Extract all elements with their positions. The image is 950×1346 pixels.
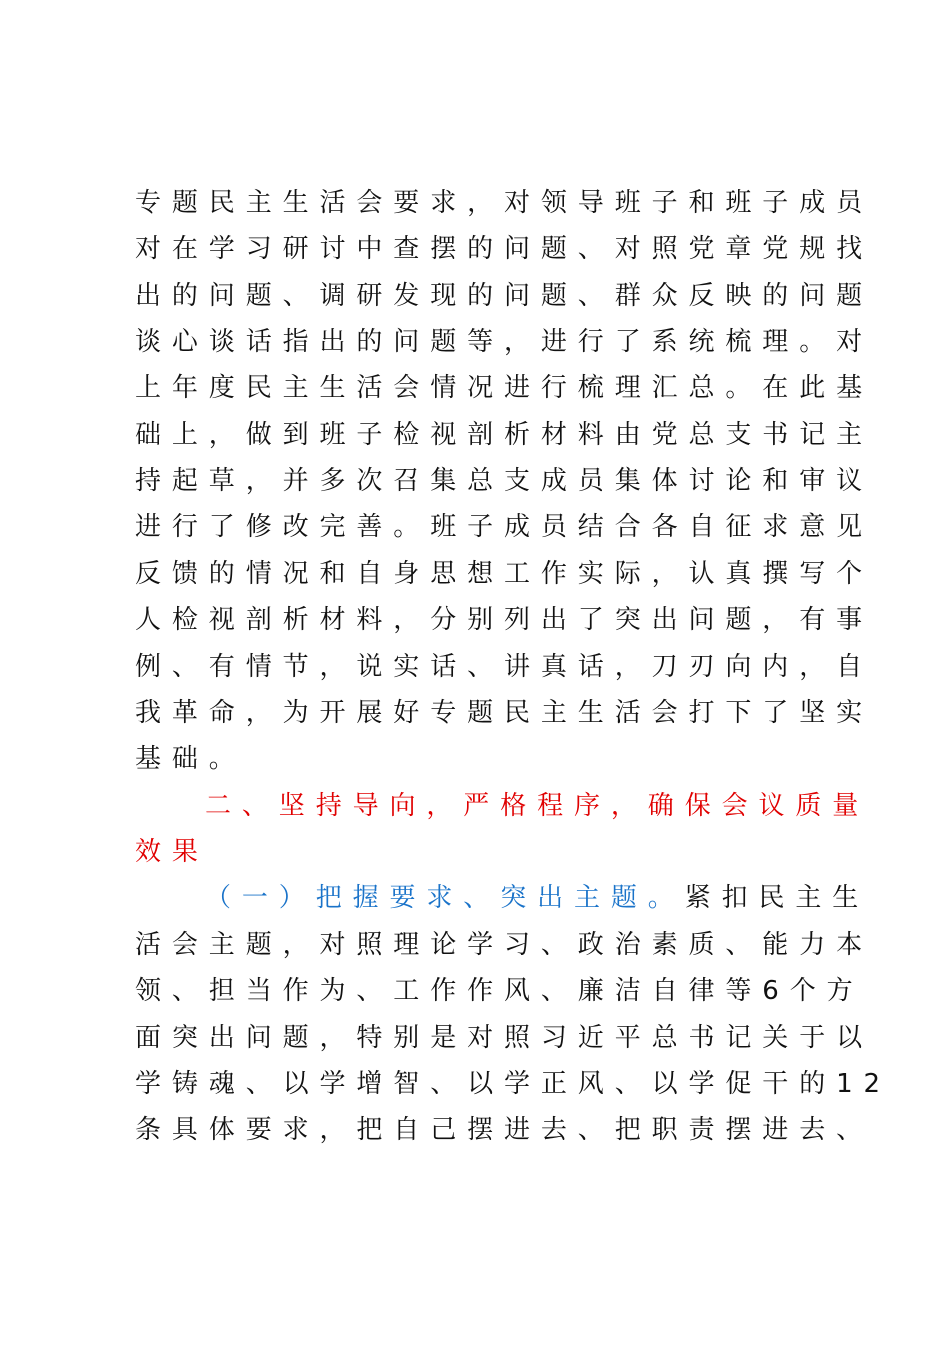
- body-line: 反馈的情况和自身思想工作实际，认真撰写个: [135, 559, 874, 589]
- body-line: 出的问题、调研发现的问题、群众反映的问题: [135, 281, 874, 311]
- body-line: 条具体要求，把自己摆进去、把职责摆进去、: [135, 1115, 874, 1145]
- body-line: 面突出问题，特别是对照习近平总书记关于以: [135, 1023, 874, 1053]
- body-line: 学铸魂、以学增智、以学正风、以学促干的12: [135, 1069, 891, 1099]
- body-line: 进行了修改完善。班子成员结合各自征求意见: [135, 512, 874, 542]
- section-heading: 二、坚持导向，严格程序，确保会议质量: [205, 791, 870, 821]
- body-line: 人检视剖析材料，分别列出了突出问题，有事: [135, 605, 874, 635]
- body-line: 专题民主生活会要求，对领导班子和班子成员: [135, 188, 874, 218]
- body-line: 我革命，为开展好专题民主生活会打下了坚实: [135, 698, 874, 728]
- subsection-title: （一）把握要求、突出主题。: [205, 883, 685, 913]
- body-line: 领、担当作为、工作作风、廉洁自律等6个方: [135, 976, 864, 1006]
- body-line: 基础。: [135, 744, 246, 774]
- subsection-text: 紧扣民主生: [684, 883, 870, 913]
- subsection-first-line: [205, 878, 870, 918]
- body-line: 谈心谈话指出的问题等，进行了系统梳理。对: [135, 327, 874, 357]
- body-line: 础上，做到班子检视剖析材料由党总支书记主: [135, 420, 874, 450]
- body-line: 持起草，并多次召集总支成员集体讨论和审议: [135, 466, 874, 496]
- body-line: 例、有情节，说实话、讲真话，刀刃向内，自: [135, 652, 874, 682]
- body-line: 上年度民主生活会情况进行梳理汇总。在此基: [135, 373, 874, 403]
- section-heading-continuation: 效果: [135, 837, 209, 867]
- body-line: 对在学习研讨中查摆的问题、对照党章党规找: [135, 234, 874, 264]
- body-line: 活会主题，对照理论学习、政治素质、能力本: [135, 930, 874, 960]
